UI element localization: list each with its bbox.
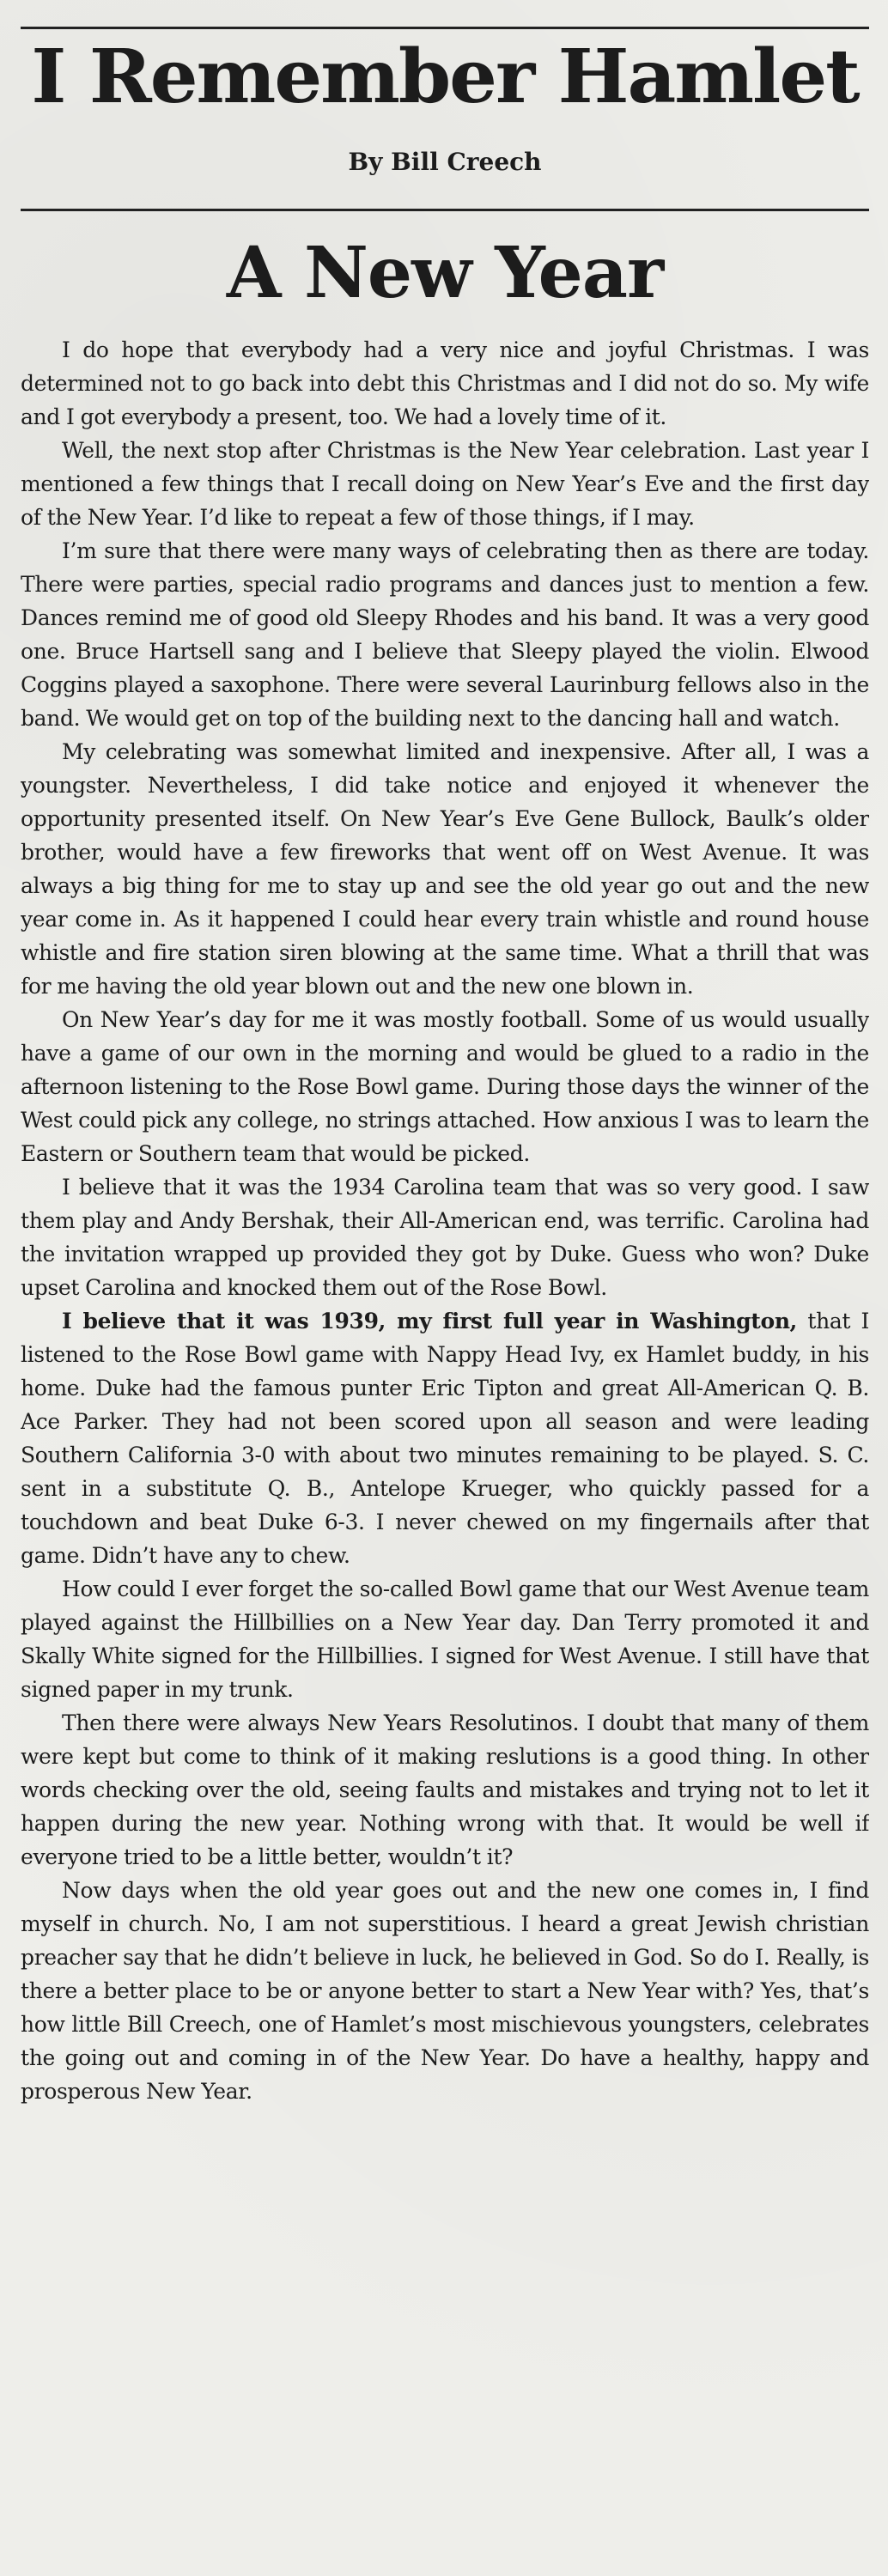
paragraph-4: My celebrating was somewhat limited and inexpensive. After all, I was a youngster. Nevertheless, I did take notice and enjoyed it whenever the opportunity presented itself. On New Year’s Eve Gene Bullock, Baulk’s older brother, would have a few fireworks that went off on West Avenue. It was always a big thing for me to stay up and see the old year go out and the new year come in. As it happened I could hear every train whistle and round house whistle and fire station siren blowing at the same time. What a thrill that was for me having the old year blown out and the new one blown in. [21, 739, 869, 999]
byline: By Bill Creech [348, 148, 542, 176]
paragraph-7-text: that I listened to the Rose Bowl game with Nappy Head Ivy, ex Hamlet buddy, in his home. Duke had the famous punter Eric Tipton and great All-American Q. B. Ace Parker. They had not been scored upon all season and were leading Southern California 3-0 with about two minutes remaining to be played. S. C. sent in a substitute Q. B., Antelope Krueger, who quickly passed for a touchdown and beat Duke 6-3. I never chewed on my fingernails after that game. Didn’t have any to chew. [21, 1309, 869, 1568]
article-body [21, 333, 869, 2562]
paragraph-1: I do hope that everybody had a very nice and joyful Christmas. I was determined not to go back into debt this Christmas and I did not do so. My wife and I got everybody a present, too. We had a lovely time of it. [21, 337, 869, 429]
paragraph-6: I believe that it was the 1934 Carolina team that was so very good. I saw them play and Andy Bershak, their All-American end, was terrific. Carolina had the invitation wrapped up provided they got by Duke. Guess who won? Duke upset Carolina and knocked them out of the Rose Bowl. [21, 1175, 869, 1300]
paragraph-3: I’m sure that there were many ways of celebrating then as there are today. There were parties, special radio programs and dances just to mention a few. Dances remind me of good old Sleepy Rhodes and his band. It was a very good one. Bruce Hartsell sang and I believe that Sleepy played the violin. Elwood Coggins played a saxophone. There were several Laurinburg fellows also in the band. We would get on top of the building next to the dancing hall and watch. [21, 538, 869, 731]
paragraph-8: How could I ever forget the so-called Bowl game that our West Avenue team played against the Hillbillies on a New Year day. Dan Terry promoted it and Skally White signed for the Hillbillies. I signed for West Avenue. I still have that signed paper in my trunk. [21, 1577, 869, 1702]
paragraph-7-bold-lead: I believe that it was 1939, my first full year in Washington, [62, 1309, 797, 1334]
column-header [21, 33, 869, 131]
header-divider [21, 209, 869, 211]
paragraph-5: On New Year’s day for me it was mostly football. Some of us would usually have a game of our own in the morning and would be glued to a radio in the afternoon listening to the Rose Bowl game. During those days the winner of the West could pick any college, no strings attached. How anxious I was to learn the Eastern or Southern team that would be picked. [21, 1007, 869, 1166]
article-headline: A New Year [226, 232, 664, 314]
column-title: I Remember Hamlet [31, 33, 859, 120]
paragraph-9: Then there were always New Years Resolutinos. I doubt that many of them were kept but come to think of it making reslutions is a good thing. In other words checking over the old, seeing faults and mistakes and trying not to let it happen during the new year. Nothing wrong with that. It would be well if everyone tried to be a little better, wouldn’t it? [21, 1710, 869, 1869]
paragraph-7 [21, 1304, 869, 1572]
paragraph-2: Well, the next stop after Christmas is the New Year celebration. Last year I mentioned a few things that I recall doing on New Year’s Eve and the first day of the New Year. I’d like to repeat a few of those things, if I may. [21, 438, 869, 530]
top-divider [21, 27, 869, 29]
paragraph-10: Now days when the old year goes out and the new one comes in, I find myself in church. No, I am not superstitious. I heard a great Jewish christian preacher say that he didn’t believe in luck, he believed in God. So do I. Really, is there a better place to be or anyone better to start a New Year with? Yes, that’s how little Bill Creech, one of Hamlet’s most mischievous youngsters, celebrates the going out and coming in of the New Year. Do have a healthy, happy and prosperous New Year. [21, 1878, 869, 2104]
